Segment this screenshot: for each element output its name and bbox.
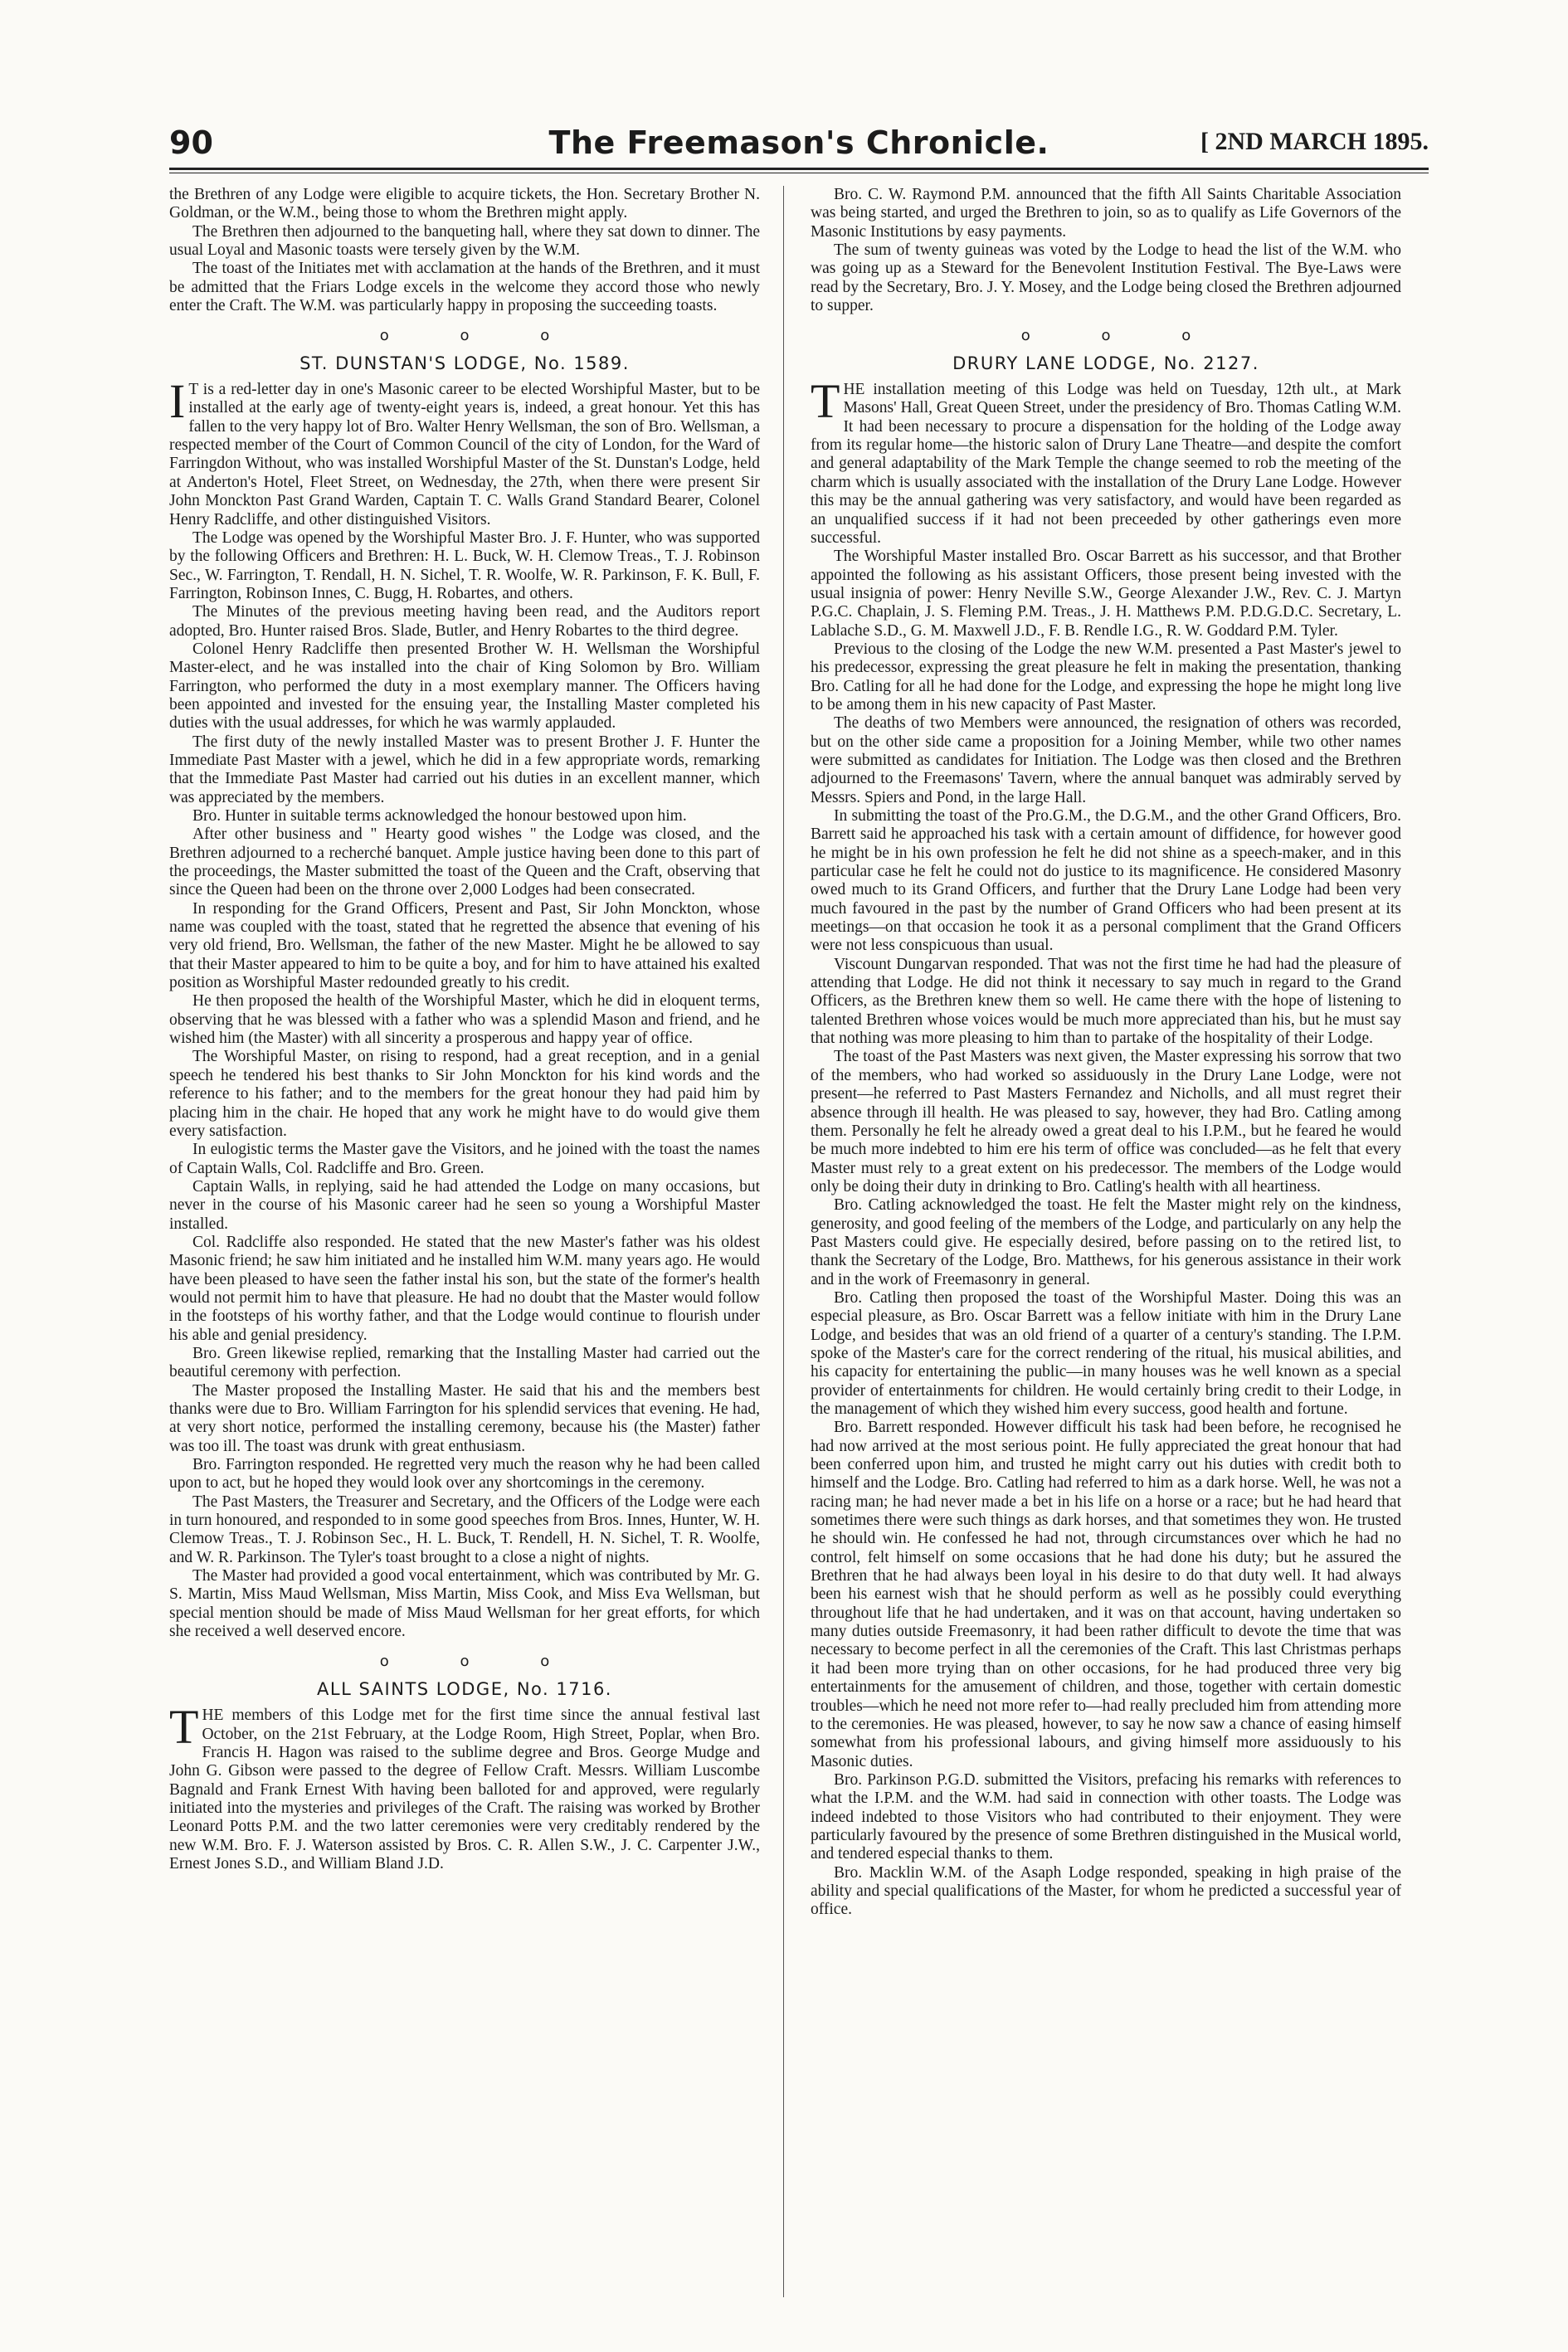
paragraph-text: T is a red-letter day in one's Masonic career to be elected Worshipful Master, but to be installed at the early age of twenty-eight years is, indeed, a great honour. Yet this has fallen to the very happy lot of Bro. Walter Henry Wellsman, the son of Bro. Wellsman, a respected member of the Court of Common Council of the city of London, for the Ward of Farringdon Without, who was installed Worshipful Master of the St. Dunstan's Lodge, held at Anderton's Hotel, Fleet Street, on Wednesday, the 27th, when there were present Sir John Monckton Past Grand Warden, Captain T. C. Walls Grand Standard Bearer, Colonel Henry Radcliffe, and other distinguished Visitors. xyxy=(169,381,760,528)
paragraph: Bro. Green likewise replied, remarking that the Installing Master had carried out the beautiful ceremony with perfection. xyxy=(169,1344,760,1381)
paragraph: The toast of the Initiates met with acclamation at the hands of the Brethren, and it must be admitted that the Friars Lodge excels in the welcome they accord those who newly enter the Craft. The W.M. was particularly happy in proposing the succeeding toasts. xyxy=(169,260,760,315)
paragraph: Bro. Parkinson P.G.D. submitted the Visitors, prefacing his remarks with references to what the I.P.M. and the W.M. had said in connection with other toasts. The Lodge was indeed indebted to those Visitors who had contributed to their enjoyment. They were particularly favoured by the presence of some Brethren distinguished in the Musical world, and tendered especial thanks to them. xyxy=(811,1770,1401,1863)
paragraph: The toast of the Past Masters was next given, the Master expressing his sorrow that two of the members, who had worked so assiduously in the Drury Lane Lodge, were not present—he referred to Past Masters Fernandez and Nicholls, and all must regret their absence through ill health. He was pleased to say, however, they had Bro. Catling among them. Personally he felt he already owed a great deal to his I.P.M., but he feared he would be much more indebted to him ere his term of office was concluded—as he felt that every Master must rely to a great extent on his predecessor. The members of the Lodge would only be doing their duty in drinking to Bro. Catling's health with all heartiness. xyxy=(811,1048,1401,1195)
section-separator: o o o xyxy=(379,1653,583,1671)
paragraph: Bro. Catling then proposed the toast of the Worshipful Master. Doing this was an especial pleasure, as Bro. Oscar Barrett was a fellow initiate with him in the Drury Lane Lodge, and besides that was an old friend of a quarter of a century's standing. The I.P.M. spoke of the Master's care for the correct rendering of the ritual, his musical abilities, and his capacity for entertaining the public—in many houses was he well known as a special provider of entertainments for children. He would certainly bring credit to their Lodge, in the management of which they wished him every success, good health and fortune. xyxy=(811,1288,1401,1418)
paragraph: In eulogistic terms the Master gave the Visitors, and he joined with the toast the names of Captain Walls, Col. Radcliffe and Bro. Green. xyxy=(169,1141,760,1177)
article-heading-all-saints: ALL SAINTS LODGE, No. 1716. xyxy=(317,1678,612,1699)
paragraph: In responding for the Grand Officers, Present and Past, Sir John Monckton, whose name was coupled with the toast, stated that he regretted the absence that evening of his very old friend, Bro. Wellsman, the father of the new Master. Might he be allowed to say that their Master appeared to him to be quite a boy, and for him to have attained his exalted position as Worshipful Master redounded greatly to his credit. xyxy=(169,899,760,992)
paragraph: Bro. Macklin W.M. of the Asaph Lodge responded, speaking in high praise of the ability and special qualifications of the Master, for whom he predicted a successful year of office. xyxy=(811,1863,1401,1919)
paragraph xyxy=(169,1700,760,1873)
paragraph: The deaths of two Members were announced, the resignation of others was recorded, but on the other side came a proposition for a Joining Member, while two other names were submitted as candidates for Initiation. The Lodge was then closed and the Brethren adjourned to the Freemasons' Tavern, where the annual banquet was admirably served by Messrs. Spiers and Pond, in the large Hall. xyxy=(811,714,1401,806)
paragraph: After other business and " Hearty good wishes " the Lodge was closed, and the Brethren adjourned to a recherché banquet. Ample justice having been done to this part of the proceedings, the Master submitted the toast of the Queen and the Craft, observing that since the Queen had been on the throne over 2,000 Lodges had been consecrated. xyxy=(169,825,760,899)
paragraph: Previous to the closing of the Lodge the new W.M. presented a Past Master's jewel to his predecessor, expressing the great pleasure he felt in making the presentation, thanking Bro. Catling for all he had done for the Lodge, and expressing the hope he might long live to be among them in his new capacity of Past Master. xyxy=(811,640,1401,713)
masthead xyxy=(169,126,1429,163)
paragraph: Bro. Catling acknowledged the toast. He felt the Master might rely on the kindness, generosity, and good feeling of the members of the Lodge, and particularly on any help the Past Masters could give. He especially desired, before passing on to the retired list, to thank the Secretary of the Lodge, Bro. Matthews, for his generous assistance in their work and in the work of Freemasonry in general. xyxy=(811,1196,1401,1288)
paragraph: Bro. Farrington responded. He regretted very much the reason why he had been called upon to act, but he hoped they would look over any shortcomings in the ceremony. xyxy=(169,1456,760,1493)
section-separator: o o o xyxy=(379,327,583,345)
paragraph: The Brethren then adjourned to the banqueting hall, where they sat down to dinner. The usual Loyal and Masonic toasts were tersely given by the W.M. xyxy=(169,222,760,260)
paragraph xyxy=(169,374,760,529)
paragraph: The Master had provided a good vocal entertainment, which was contributed by Mr. G. S. Martin, Miss Maud Wellsman, Miss Martin, Miss Cook, and Miss Eva Wellsman, but special mention should be made of Miss Maud Wellsman for her great efforts, for which she received a well deserved encore. xyxy=(169,1567,760,1641)
left-column xyxy=(169,186,760,2343)
paragraph: The Master proposed the Installing Master. He said that his and the members best thanks were due to Bro. William Farrington for his splendid services that evening. He had, at very short notice, performed the installing ceremony, because his (the Master) father was too ill. The toast was drunk with great enthusiasm. xyxy=(169,1381,760,1455)
page-number: 90 xyxy=(169,124,213,161)
paragraph-text: HE members of this Lodge met for the first time since the annual festival last October, on the 21st February, at the Lodge Room, High Street, Poplar, when Bro. Francis H. Hagon was raised to the sublime degree and Bros. George Mudge and John G. Gibson were passed to the degree of Fellow Craft. Messrs. William Luscombe Bagnald and Frank Ernest With having been balloted for and approved, were regularly initiated into the mysteries and privileges of the Craft. The raising was worked by Brother Leonard Potts P.M. and the two latter ceremonies were very creditably rendered by the new W.M. Bro. F. J. Waterson assisted by Bros. C. R. Allen S.W., J. C. Carpenter J.W., Ernest Jones S.D., and William Bland J.D. xyxy=(169,1707,760,1872)
drop-cap: T xyxy=(811,374,840,429)
paragraph: The first duty of the newly installed Master was to present Brother J. F. Hunter the Immediate Past Master with a jewel, which he did in a few appropriate words, remarking that the Immediate Past Master had carried out his duties in an excellent manner, which was appreciated by the members. xyxy=(169,733,760,806)
paragraph: Viscount Dungarvan responded. That was not the first time he had had the pleasure of attending that Lodge. He did not think it necessary to say much in regard to the Grand Officers, as the Brethren knew them so well. He came there with the hope of listening to talented Brethren whose voices would be much more appreciated than his, but he must say that nothing was more pleasing to him than to partake of the hospitality of their Lodge. xyxy=(811,955,1401,1048)
paragraph: The Worshipful Master, on rising to respond, had a great reception, and in a genial speech he tendered his best thanks to Sir John Monckton for his kind words and the reference to his father; and to the members for the great honour they had paid him by placing him in the chair. He hoped that any work he might have to do would give them every satisfaction. xyxy=(169,1048,760,1140)
paragraph: The sum of twenty guineas was voted by the Lodge to head the list of the W.M. who was going up as a Steward for the Benevolent Institution Festival. The Bye-Laws were read by the Secretary, Bro. J. Y. Mosey, and the Lodge being closed the Brethren adjourned to supper. xyxy=(811,241,1401,315)
paragraph: The Lodge was opened by the Worshipful Master Bro. J. F. Hunter, who was supported by the following Officers and Brethren: H. L. Buck, W. H. Clemow Treas., T. J. Robinson Sec., W. Farrington, T. Rendall, H. N. Sichel, T. R. Woolfe, W. R. Parkinson, F. K. Bull, F. Farrington, Robinson Innes, C. Bugg, H. Robartes, and others. xyxy=(169,528,760,602)
issue-date: [ 2ND MARCH 1895. xyxy=(1200,128,1429,155)
paragraph: Captain Walls, in replying, said he had attended the Lodge on many occasions, but never in the course of his Masonic career had he seen so young a Worshipful Master installed. xyxy=(169,1177,760,1233)
section-separator: o o o xyxy=(1020,327,1225,345)
paragraph: Colonel Henry Radcliffe then presented Brother W. H. Wellsman the Worshipful Master-elect, and he was installed into the chair of King Solomon by Bro. William Farrington, who performed the duty in a most exemplary manner. The Officers having been appointed and invested for the ensuing year, the Installing Master completed his duties with the usual addresses, for which he was warmly applauded. xyxy=(169,640,760,733)
paragraph: He then proposed the health of the Worshipful Master, which he did in eloquent terms, observing that he was blessed with a father who was a splendid Mason and friend, and he wished him (the Master) with all sincerity a prosperous and happy year of office. xyxy=(169,992,760,1048)
column-divider xyxy=(783,186,784,2297)
paragraph: The Past Masters, the Treasurer and Secretary, and the Officers of the Lodge were each in turn honoured, and responded to in some good speeches from Bros. Innes, Hunter, W. H. Clemow Treas., T. J. Robinson Sec., H. L. Buck, T. Rendell, H. N. Sichel, T. R. Woolfe, and W. R. Parkinson. The Tyler's toast brought to a close a night of nights. xyxy=(169,1493,760,1566)
drop-cap: I xyxy=(169,374,186,429)
paragraph: Col. Radcliffe also responded. He stated that the new Master's father was his oldest Masonic friend; he saw him initiated and he installed him W.M. many years ago. He would have been pleased to have seen the father instal his son, but the state of the former's health would not permit him to have that pleasure. He had no doubt that the Master would follow in the footsteps of his worthy father, and that the Lodge would continue to flourish under his able and genial presidency. xyxy=(169,1233,760,1344)
newspaper-title: The Freemason's Chronicle. xyxy=(548,124,1049,161)
paragraph: Bro. Barrett responded. However difficult his task had been before, he recognised he had now arrived at the most serious point. He fully appreciated the great honour that had been conferred upon him, and trusted he might carry out his duties with credit both to himself and the Lodge. Bro. Catling had referred to him as a dark horse. Well, he was not a racing man; he had never made a bet in his life on a horse or a race; but he had heard that sometimes there were such things as dark horses, and that sometimes they won. He trusted he should win. He confessed he had not, through circumstances over which he had no control, felt himself on some occasions that he had done his duty; but he assured the Brethren that he had always been loyal in his desire to do that duty well. It had always been his earnest wish that he should perform as well as he possibly could everything throughout life that he had undertaken, and it was on that account, having undertaken so many duties outside Freemasonry, it had been rather difficult to devote the time that was necessary to become perfect in all the ceremonies of the Craft. This last Christmas perhaps it had been more trying than on other occasions, for he had produced three very big entertainments for the amusement of children, and those, together with certain domestic troubles—which he need not more refer to—had really precluded him from attending more to the ceremonies. He was pleased, however, to say he now saw a chance of easing himself somewhat from his professional labours, and giving himself more assiduously to his Masonic duties. xyxy=(811,1419,1401,1770)
masthead-rule xyxy=(169,168,1429,170)
paragraph: The Minutes of the previous meeting having been read, and the Auditors report adopted, Bro. Hunter raised Bros. Slade, Butler, and Henry Robartes to the third degree. xyxy=(169,603,760,640)
paragraph xyxy=(811,374,1401,548)
article-heading-drury-lane: DRURY LANE LODGE, No. 2127. xyxy=(952,353,1259,373)
paragraph: Bro. C. W. Raymond P.M. announced that the fifth All Saints Charitable Association was being started, and urged the Brethren to join, so as to qualify as Life Governors of the Masonic Institutions by easy payments. xyxy=(811,186,1401,241)
paragraph: the Brethren of any Lodge were eligible to acquire tickets, the Hon. Secretary Brother N. Goldman, or the W.M., being those to whom the Brethren might apply. xyxy=(169,186,760,222)
paragraph: In submitting the toast of the Pro.G.M., the D.G.M., and the other Grand Officers, Bro. Barrett said he approached his task with a certain amount of diffidence, for however good he might be in his own profession he felt he did not shine as a speech-maker, and in this particular case he felt he could not do justice to its magnificence. He considered Masonry owed much to its Grand Officers, and further that the Drury Lane Lodge had been very much favoured in the past by the number of Grand Officers who had been present at its meetings—on that occasion he took it as a personal compliment that the Grand Officers were not less conspicuous than usual. xyxy=(811,807,1401,955)
right-column xyxy=(811,186,1401,2343)
paragraph: The Worshipful Master installed Bro. Oscar Barrett as his successor, and that Brother appointed the following as his assistant Officers, those present being invested with the usual insignia of power: Henry Neville S.W., George Alexander J.W., Rev. C. J. Martyn P.G.C. Chaplain, J. S. Fleming P.M. Treas., J. H. Matthews P.M. P.D.G.D.C. Secretary, L. Lablache S.D., G. M. Maxwell J.D., F. B. Rendle I.G., R. W. Goddard P.M. Tyler. xyxy=(811,548,1401,640)
paragraph: Bro. Hunter in suitable terms acknowledged the honour bestowed upon him. xyxy=(192,807,687,825)
drop-cap: T xyxy=(169,1700,199,1755)
paragraph-text: HE installation meeting of this Lodge was held on Tuesday, 12th ult., at Mark Masons' Hall, Great Queen Street, under the presidency of Bro. Thomas Catling W.M. It had been necessary to procure a dispensation for the holding of the Lodge away from its regular home—the historic salon of Drury Lane Theatre—and despite the comfort and general adaptability of the Mark Temple the change seemed to rob the meeting of the charm which is usually associated with the installation of the Drury Lane Lodge. However this may be the annual gathering was very satisfactory, and would have been regarded as an unqualified success if it had not been preceeded by other gatherings even more successful. xyxy=(811,381,1401,547)
article-heading-st-dunstans: ST. DUNSTAN'S LODGE, No. 1589. xyxy=(299,353,630,373)
